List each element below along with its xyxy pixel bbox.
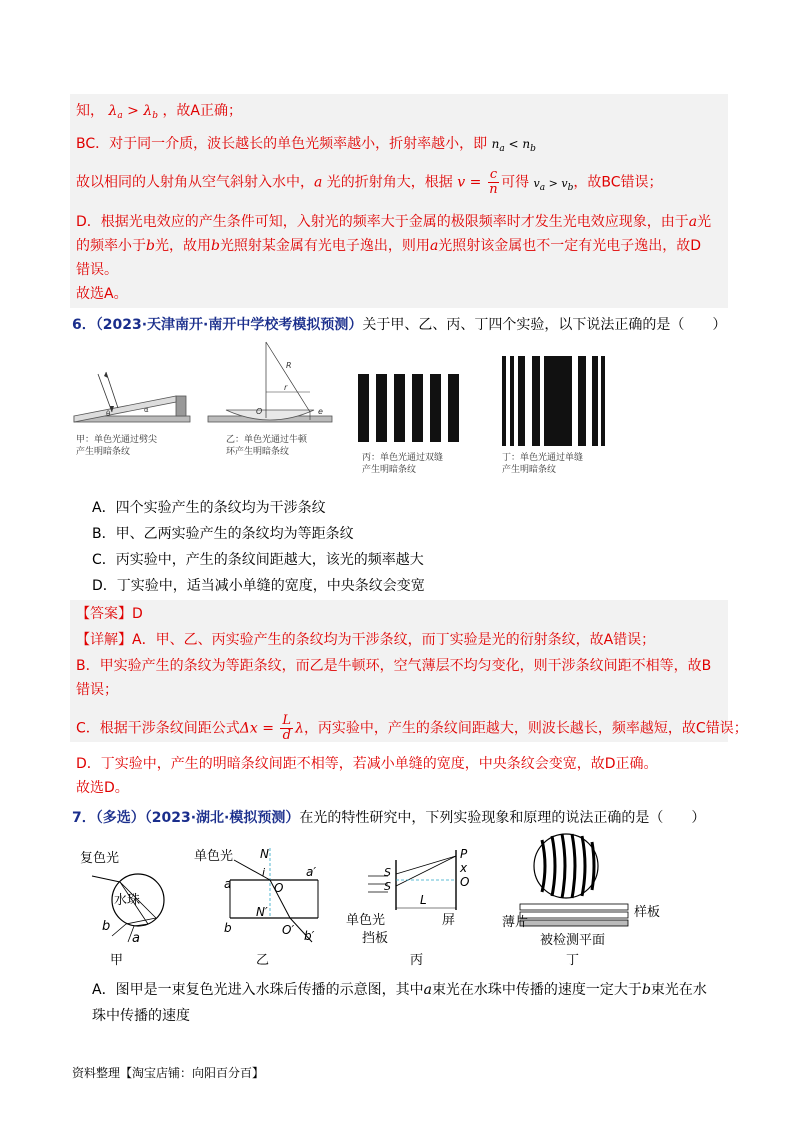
lt: < [504, 137, 523, 151]
q6-option-d[interactable]: D．丁实验中，适当减小单缝的宽度，中央条纹会变宽 [92, 578, 425, 594]
text: 光，故用 [154, 238, 211, 254]
q6-option-b[interactable]: B．甲、乙两实验产生的条纹均为等距条纹 [92, 526, 354, 542]
text: 知， [76, 103, 104, 119]
v-eq: v = [457, 174, 486, 191]
jia-shuizhu: 水珠 [114, 893, 141, 908]
v-b: v [561, 176, 568, 190]
text: A．图甲是一束复色光进入水珠后传播的示意图，其中 [92, 982, 424, 998]
q6-detail-line3: 错误； [76, 682, 118, 698]
q7-figure-yi [194, 846, 326, 970]
q6-detail-line4 [76, 714, 748, 743]
q6-answer-block [70, 600, 748, 743]
caption-yi-2: 环产生明暗条纹 [226, 447, 290, 457]
prev-answer-line6: 错误。 [76, 262, 118, 278]
var-a: a [314, 174, 323, 191]
ding-baopian: 薄片 [502, 915, 529, 930]
text: 可得 [501, 174, 530, 191]
formula-lambda [108, 103, 162, 119]
var-a: a [688, 214, 698, 230]
q6-answer-block-2 [70, 748, 728, 802]
prev-answer-line2 [76, 134, 536, 159]
jia-label: 甲 [110, 953, 124, 968]
caption-yi-1: 乙：单色光通过牛顿 [226, 435, 308, 445]
q6-figure-single-slit [502, 356, 606, 448]
var-a: a [423, 982, 432, 998]
sub-b: b [152, 111, 158, 121]
yi-Op: O′ [282, 923, 295, 937]
newton-R: R [286, 361, 292, 370]
wedge-alpha: α [144, 406, 149, 414]
bing-dangban: 挡板 [362, 931, 389, 946]
lambda-a: λ [108, 103, 118, 119]
text: 光照射某金属有光电子逸出，则用 [219, 238, 430, 254]
footer-text: 资料整理【淘宝店铺：向阳百分百】 [72, 1066, 265, 1080]
caption-ding-2: 产生明暗条纹 [502, 465, 557, 475]
bing-danse: 单色光 [346, 913, 386, 928]
prev-answer-line3 [76, 168, 662, 198]
q6-stem-text: 关于甲、乙、丙、丁四个实验，以下说法正确的是（ ） [362, 317, 727, 333]
text: ，故BC错误； [573, 174, 663, 191]
q6-figure-newton [206, 340, 336, 432]
q6-detail-line6: 故选D。 [76, 780, 129, 796]
formula-v [533, 176, 574, 193]
ding-yangban: 样板 [634, 905, 661, 920]
q6-answer-line [76, 604, 143, 624]
ding-label: 丁 [566, 953, 580, 968]
text: ，丙实验中，产生的条纹间距越大，则波长越长，频率越短，故C错误； [303, 720, 748, 737]
frac-den: n [489, 182, 498, 197]
newton-e: e [318, 407, 323, 416]
sub-b: b [530, 144, 536, 154]
text: 的频率小于 [76, 238, 146, 254]
text: 束光在水珠中传播的速度一定大于 [431, 982, 642, 998]
q6-number: 6． [72, 317, 96, 333]
yi-ap: a′ [306, 865, 317, 879]
lambda-b: λ [143, 103, 153, 119]
caption-bing-1: 丙：单色光通过双缝 [362, 453, 444, 463]
text: 故以相同的人射角从空气斜射入水中， [76, 174, 314, 191]
q7-number: 7． [72, 810, 96, 826]
gt: > [545, 176, 562, 190]
lambda: λ [295, 720, 304, 737]
q6-option-a[interactable]: A．四个实验产生的条纹均为干涉条纹 [92, 500, 326, 516]
n-b: n [522, 137, 531, 151]
frac-den: d [282, 728, 291, 743]
prev-answer-line7: 故选A。 [76, 286, 128, 302]
bing-S2: S [384, 880, 391, 893]
text: 光照射该金属也不一定有光电子逸出，故D [438, 238, 702, 254]
formula-dx: Δx = [239, 720, 279, 737]
yi-danse: 单色光 [194, 849, 234, 864]
q6-detail-line2: B．甲实验产生的条纹为等距条纹，而乙是牛顿环，空气薄层不均匀变化，则干涉条纹间距不相等，故B [76, 658, 712, 674]
answer-label: 【答案】 [76, 606, 132, 622]
prev-answer-line4 [76, 212, 711, 232]
sub-b: b [567, 182, 574, 193]
gt: > [122, 103, 144, 119]
frac-c-n [488, 168, 499, 197]
prev-answer-block [70, 94, 728, 308]
q7-stem-text: 在光的特性研究中，下列实验现象和原理的说法正确的是（ ） [299, 810, 706, 826]
q7-figure-jia [78, 846, 182, 970]
formula-n [491, 137, 536, 154]
newton-O: O [256, 407, 263, 416]
n-a: n [491, 137, 500, 151]
detail-text: A．甲、乙、丙实验产生的条纹均为干涉条纹，而丁实验是光的衍射条纹，故A错误； [132, 632, 656, 648]
bing-x: x [460, 861, 468, 875]
q6-source: （2023·天津南开·南开中学校考模拟预测） [95, 317, 363, 333]
var-b: b [641, 982, 651, 998]
q7-multi: （多选） [95, 810, 145, 826]
bing-S1: S [384, 866, 391, 879]
text: ，故A正确； [162, 103, 243, 119]
yi-a: a [224, 877, 232, 891]
text: BC．对于同一介质，波长越长的单色光频率越小，折射率越小，即 [76, 136, 488, 152]
newton-r: r [284, 383, 288, 392]
prev-answer-line5 [76, 236, 701, 256]
q6-figure-double-slit [356, 374, 476, 444]
sub-a: a [117, 111, 123, 121]
frac-num: L [282, 713, 292, 728]
sub-a: a [499, 144, 505, 154]
caption-bing-2: 产生明暗条纹 [362, 465, 417, 475]
q7-option-a-line2: 珠中传播的速度 [92, 1008, 190, 1024]
yi-Np: N′ [256, 905, 268, 919]
q7-source: （2023·湖北·模拟预测） [144, 810, 300, 826]
q6-detail-line5: D．丁实验中，产生的明暗条纹间距不相等，若减小单缝的宽度，中央条纹会变宽，故D正确。 [76, 756, 658, 772]
text: 光的折射角大，根据 [322, 174, 453, 191]
caption-jia-2: 产生明暗条纹 [76, 447, 131, 457]
ding-beijiance: 被检测平面 [540, 933, 606, 948]
sub-a: a [539, 182, 546, 193]
var-b: b [146, 238, 155, 254]
bing-O: O [460, 875, 470, 889]
answer-value: D [132, 606, 143, 622]
caption-ding-1: 丁：单色光通过单缝 [502, 453, 584, 463]
q6-option-c[interactable]: C．丙实验中，产生的条纹间距越大，该光的频率越大 [92, 552, 424, 568]
bing-label: 丙 [410, 953, 424, 968]
text: D．根据光电效应的产生条件可知，入射光的频率大于金属的极限频率时才发生光电效应现象，由于 [76, 214, 689, 230]
detail-label: 【详解】 [76, 632, 132, 648]
yi-b: b [224, 921, 232, 935]
jia-b: b [102, 919, 111, 934]
yi-label: 乙 [256, 953, 270, 968]
text: 束光在水 [650, 982, 707, 998]
frac-num: c [489, 167, 498, 182]
v-a: v [533, 176, 540, 190]
jia-a: a [132, 931, 140, 946]
var-a: a [429, 238, 439, 254]
var-b: b [210, 238, 220, 254]
q6-figure-wedge [72, 360, 192, 430]
text: 光 [697, 214, 712, 230]
yi-bp: b′ [304, 929, 315, 943]
yi-O: O [274, 881, 284, 895]
text: C．根据干涉条纹间距公式 [76, 720, 240, 737]
q7-stem [72, 808, 705, 828]
bing-P: P [460, 847, 468, 861]
q6-stem [72, 315, 726, 335]
bing-ping: 屏 [442, 913, 456, 928]
bing-L: L [420, 893, 427, 907]
q6-detail-line1 [76, 630, 655, 650]
frac-L-d [280, 714, 293, 743]
yi-N: N [260, 847, 269, 861]
wedge-theta: θ [106, 410, 111, 418]
caption-jia-1: 甲：单色光通过劈尖 [76, 435, 158, 445]
jia-fuse: 复色光 [80, 851, 120, 866]
prev-answer-line1 [76, 101, 242, 126]
q7-figure-bing [344, 846, 494, 970]
yi-i: i [262, 866, 266, 879]
q7-option-a-line1[interactable] [92, 980, 707, 1000]
q7-figure-ding [502, 830, 676, 970]
